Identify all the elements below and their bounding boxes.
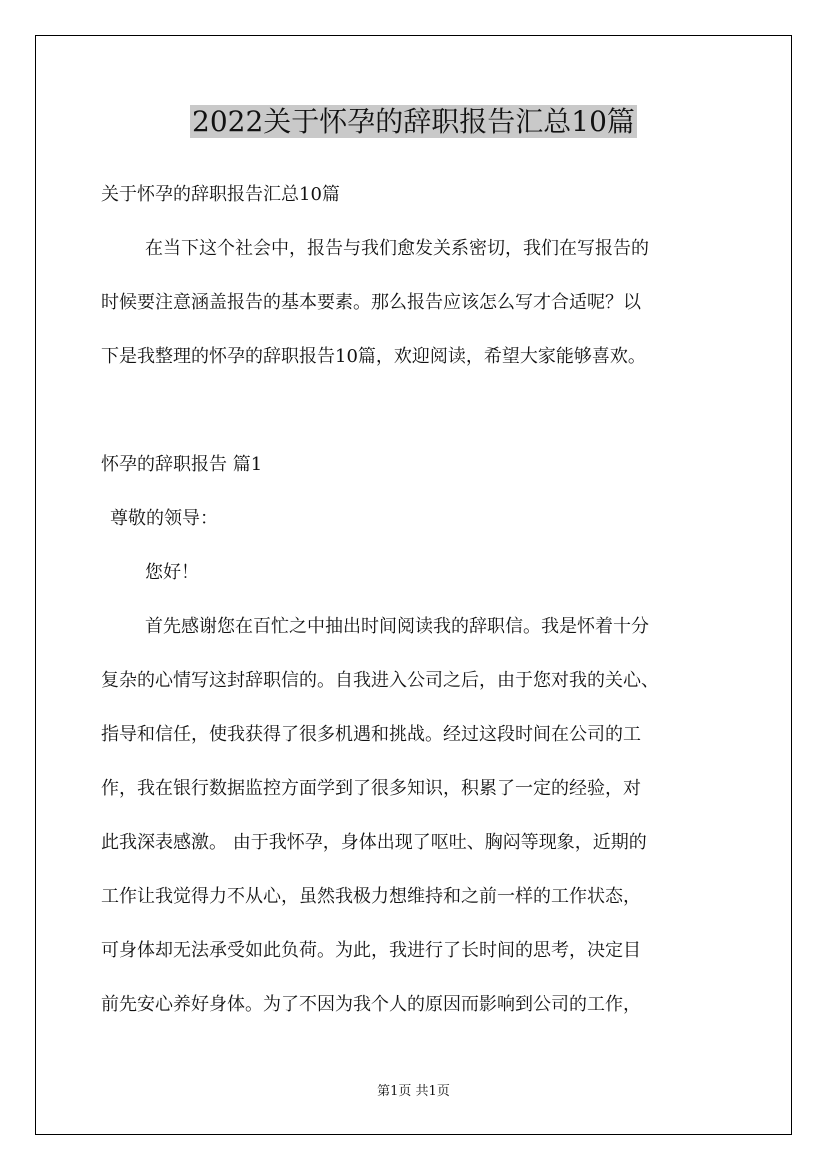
intro-line-1: 在当下这个社会中，报告与我们愈发关系密切，我们在写报告的 xyxy=(145,238,649,259)
intro-line-2: 时候要注意涵盖报告的基本要素。那么报告应该怎么写才合适呢？以 xyxy=(101,292,641,313)
body-line-2: 复杂的心情写这封辞职信的。自我进入公司之后，由于您对我的关心、 xyxy=(101,670,659,691)
intro-line-3: 下是我整理的怀孕的辞职报告10篇，欢迎阅读，希望大家能够喜欢。 xyxy=(101,346,646,367)
body-line-3: 指导和信任，使我获得了很多机遇和挑战。经过这段时间在公司的工 xyxy=(101,724,641,745)
body-line-1: 首先感谢您在百忙之中抽出时间阅读我的辞职信。我是怀着十分 xyxy=(145,616,649,637)
salutation: 尊敬的领导： xyxy=(110,508,218,529)
section-heading: 怀孕的辞职报告 篇1 xyxy=(101,454,263,475)
body-line-5: 此我深表感激。 由于我怀孕，身体出现了呕吐、胸闷等现象，近期的 xyxy=(101,832,647,853)
document-subtitle: 关于怀孕的辞职报告汇总10篇 xyxy=(101,184,340,205)
document-title xyxy=(0,102,827,142)
page-number: 第1页 共1页 xyxy=(377,1084,450,1099)
body-line-6: 工作让我觉得力不从心，虽然我极力想维持和之前一样的工作状态， xyxy=(101,886,641,907)
greeting: 您好！ xyxy=(145,562,199,583)
body-line-7: 可身体却无法承受如此负荷。为此，我进行了长时间的思考，决定目 xyxy=(101,940,641,961)
document-title-text: 2022关于怀孕的辞职报告汇总10篇 xyxy=(192,105,635,138)
body-line-8: 前先安心养好身体。为了不因为我个人的原因而影响到公司的工作， xyxy=(101,994,641,1015)
body-line-4: 作，我在银行数据监控方面学到了很多知识，积累了一定的经验，对 xyxy=(101,778,641,799)
